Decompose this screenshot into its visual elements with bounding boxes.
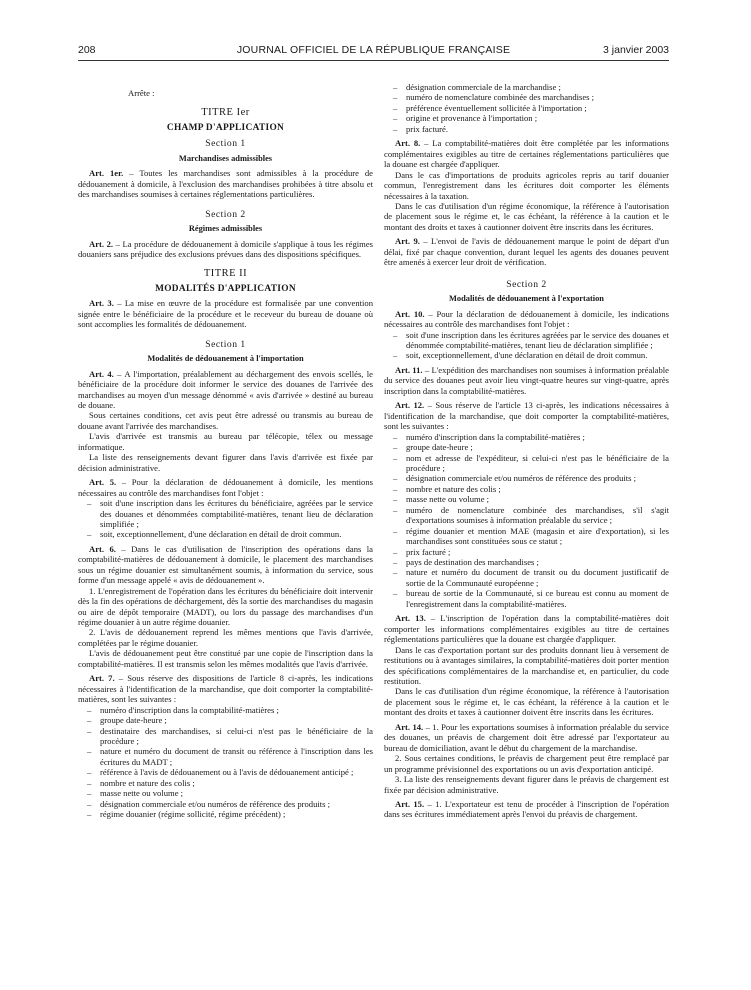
article-13-para-2: Dans le cas d'exportation portant sur des produits donnant lieu à versement de restitutions ou à avantages similaires, la comptabilité-matières doit porter mention des spécifications complémentaires de la marchandise et, en particulier, du code restitution. — [384, 644, 669, 687]
list-item: – nature et numéro du document de transit ou du document justificatif de sortie de la Communauté européenne ; — [384, 567, 669, 588]
article-10-list — [384, 330, 669, 361]
titre-1-heading: TITRE Ier — [201, 107, 250, 119]
article-4-para-4: La liste des renseignements devant figurer dans l'avis d'arrivée est fixée par décision administrative. — [78, 452, 373, 473]
list-item: – nature et numéro du document de transit ou référence à l'inscription dans les écritures du MADT ; — [78, 746, 373, 767]
article-6-para-2: 1. L'enregistrement de l'opération dans les écritures du bénéficiaire doit intervenir dès la fin des opérations de déchargement, dès la sortie des marchandises du magasin ou aire de dépôt temporaire (MADT), ou lors du passage des marchandises d'un régime douanier à un autre régime douanier. — [78, 585, 373, 628]
list-item: – numéro de nomenclature combinée des marchandises ; — [384, 92, 669, 102]
section-1-import-heading: Section 1 — [205, 338, 246, 350]
list-item: – nom et adresse de l'expéditeur, si celui-ci n'est pas le bénéficiaire de la procédure ; — [384, 453, 669, 474]
list-item: – désignation commerciale de la marchandise ; — [384, 82, 669, 92]
article-14: Art. 14. – 1. Pour les exportations soumises à information préalable du service des douanes, un préavis de chargement doit être adressé par l'exportateur au bureau de domiciliation, avant le début du chargement de la marchandise. — [384, 721, 669, 753]
article-4-para-3: L'avis d'arrivée est transmis au bureau par télécopie, télex ou message informatique. — [78, 431, 373, 452]
list-item: – nombre et nature des colis ; — [78, 778, 373, 788]
section-1-import-subtitle: Modalités de dédouanement à l'importation — [147, 354, 304, 364]
article-12: Art. 12. – Sous réserve de l'article 13 ci-après, les indications nécessaires à l'identification de la marchandise, que doit comporter la comptabilité-matières, sont les suivantes : — [384, 400, 669, 432]
section-2-export-heading: Section 2 — [506, 278, 547, 290]
section-2-export-subtitle: Modalités de dédouanement à l'exportation — [449, 294, 604, 304]
article-4: Art. 4. – A l'importation, préalablement au déchargement des envois scellés, le bénéficiaire de la procédure doit informer le service des douanes de l'arrivée des marchandises au moyen d'un message dénommé « avis d'arrivée » destiné au bureau de douane. — [78, 368, 373, 410]
list-item: – soit, exceptionnellement, d'une déclaration en détail de droit commun. — [384, 350, 669, 360]
journal-title: JOURNAL OFFICIEL DE LA RÉPUBLIQUE FRANÇAISE — [236, 44, 511, 56]
list-item: – pays de destination des marchandises ; — [384, 557, 669, 567]
list-item: – prix facturé ; — [384, 547, 669, 557]
article-14-para-3: 3. La liste des renseignements devant figurer dans le préavis de chargement est fixée par décision administrative. — [384, 774, 669, 795]
list-item: – soit, exceptionnellement, d'une déclaration en détail de droit commun. — [78, 529, 373, 539]
article-8-para-3: Dans le cas d'utilisation d'un régime économique, la référence à l'autorisation de placement sous le régime et, le cas échéant, la référence à la caution et le montant des droits et taxes à cautionner doivent être inscrits dans les écritures. — [384, 200, 669, 232]
article-13-para-3: Dans le cas d'utilisation d'un régime économique, la référence à l'autorisation de placement sous le régime et, le cas échéant, la référence à la caution et le montant des droits et taxes à cautionner doivent être inscrits dans les écritures. — [384, 686, 669, 718]
list-item: – soit d'une inscription dans les écritures agréées par le service des douanes et dénommée comptabilité-matières, tenant lieu de déclaration simplifiée ; — [384, 330, 669, 351]
list-item: – groupe date-heure ; — [384, 442, 669, 452]
issue-date: 3 janvier 2003 — [603, 44, 669, 56]
section-1-subtitle: Marchandises admissibles — [178, 153, 273, 163]
article-7-list-continued — [384, 82, 669, 134]
list-item: – numéro d'inscription dans la comptabilité-matières ; — [78, 705, 373, 715]
page-header — [78, 44, 669, 58]
article-7-list — [78, 705, 373, 820]
article-15: Art. 15. – 1. L'exportateur est tenu de procéder à l'inscription de l'opération dans ses écritures immédiatement après l'envoi du préavis de chargement. — [384, 799, 669, 820]
article-1: Art. 1er. – Toutes les marchandises sont admissibles à la procédure de dédouanement à domicile, à l'exclusion des marchandises prohibées à titre absolu et des marchandises soumises à certaines réglementations particulières. — [78, 168, 373, 200]
list-item: – soit d'une inscription dans les écritures du bénéficiaire, agréées par le service des douanes et dénommées comptabilité-matières, tenant lieu de déclaration simplifiée ; — [78, 498, 373, 529]
list-item: – destinataire des marchandises, si celui-ci n'est pas le bénéficiaire de la procédure ; — [78, 726, 373, 747]
article-5: Art. 5. – Pour la déclaration de dédouanement à domicile, les mentions nécessaires au contrôle des marchandises font l'objet : — [78, 477, 373, 498]
article-4-para-2: Sous certaines conditions, cet avis peut être adressé ou transmis au bureau de douane avant l'arrivée des marchandises. — [78, 410, 373, 431]
list-item: – origine et provenance à l'importation ; — [384, 113, 669, 123]
list-item: – masse nette ou volume ; — [384, 494, 669, 504]
article-7: Art. 7. – Sous réserve des dispositions de l'article 8 ci-après, les indications nécessaires à l'identification de la marchandise, que doit comporter la comptabilité-matières, sont les suivantes : — [78, 673, 373, 705]
list-item: – référence à l'avis de dédouanement ou à l'avis de dédouanement anticipé ; — [78, 767, 373, 777]
titre-2-heading: TITRE II — [203, 268, 248, 280]
article-6-para-4: L'avis de dédouanement peut être constitué par une copie de l'inscription dans la comptabilité-matières. Il est transmis selon les mêmes modalités que l'avis d'arrivée. — [78, 648, 373, 669]
list-item: – désignation commerciale et/ou numéros de référence des produits ; — [78, 799, 373, 809]
right-column — [384, 82, 669, 820]
list-item: – préférence éventuellement sollicitée à l'importation ; — [384, 103, 669, 113]
titre-1-subtitle: CHAMP D'APPLICATION — [166, 122, 285, 133]
article-6-para-3: 2. L'avis de dédouanement reprend les mêmes mentions que l'avis d'arrivée, complétées par le régime douanier. — [78, 627, 373, 648]
left-column — [78, 88, 373, 820]
page-number: 208 — [78, 44, 96, 56]
article-11: Art. 11. – L'expédition des marchandises non soumises à information préalable du service des douanes peut avoir lieu vingt-quatre heures sur vingt-quatre, après inscription dans la comptabilité-matières. — [384, 364, 670, 396]
arrete-line: Arrête : — [128, 88, 155, 98]
article-10: Art. 10. – Pour la déclaration de dédouanement à domicile, les indications nécessaires au contrôle des marchandises font l'objet : — [384, 308, 670, 330]
header-rule — [78, 60, 669, 61]
list-item: – numéro de nomenclature combinée des marchandises, s'il s'agit d'exportations soumises à information préalable du service ; — [384, 505, 669, 526]
section-2-heading: Section 2 — [205, 208, 246, 220]
article-5-list — [78, 498, 373, 540]
titre-2-subtitle: MODALITÉS D'APPLICATION — [155, 283, 296, 294]
article-3: Art. 3. – La mise en œuvre de la procédure est formalisée par une convention signée entre le bénéficiaire de la procédure et le receveur du bureau de douane où sont accomplies les formalités de dédouanement. — [78, 298, 374, 330]
list-item: – régime douanier et mention MAE (magasin et aire d'exportation), si les marchandises sont constituées sous ce statut ; — [384, 526, 669, 547]
article-9: Art. 9. – L'envoi de l'avis de dédouanement marque le point de départ d'un délai, fixé par chaque convention, durant lequel les agents des douanes peuvent être amenés à exercer leur droit de vérification. — [384, 236, 669, 268]
article-8-para-2: Dans le cas d'importations de produits agricoles repris au tarif douanier commun, l'enregistrement dans les écritures doit comporter les éléments nécessaires à la taxation. — [384, 169, 669, 201]
article-6: Art. 6. – Dans le cas d'utilisation de l'inscription des opérations dans la comptabilité-matières de dédouanement à domicile, le placement des marchandises sous un régime douanier est simultanément soumis, à information du service, sous forme d'un message appelé « avis de dédouanement ». — [78, 543, 373, 586]
article-12-list — [384, 432, 669, 610]
list-item: – numéro d'inscription dans la comptabilité-matières ; — [384, 432, 669, 442]
list-item: – masse nette ou volume ; — [78, 788, 373, 798]
section-1-heading: Section 1 — [205, 138, 246, 150]
article-13: Art. 13. – L'inscription de l'opération dans la comptabilité-matières doit comporter les informations complémentaires exigibles au titre de certaines réglementations particulières que la douane est chargée d'appliquer. — [384, 613, 669, 645]
section-2-subtitle: Régimes admissibles — [188, 224, 263, 234]
list-item: – groupe date-heure ; — [78, 715, 373, 725]
article-14-para-2: 2. Sous certaines conditions, le préavis de chargement peut être remplacé par un programme prévisionnel des exportations ou un avis d'exportation anticipé. — [384, 753, 669, 774]
article-2: Art. 2. – La procédure de dédouanement à domicile s'applique à tous les régimes douaniers sans préjudice des exclusions prévues dans des dispositions spécifiques. — [78, 238, 373, 259]
article-8: Art. 8. – La comptabilité-matières doit être complétée par les informations complémentaires exigibles au titre de certaines réglementations particulières que la douane est chargée d'appliquer. — [384, 138, 670, 170]
list-item: – prix facturé. — [384, 124, 669, 134]
list-item: – bureau de sortie de la Communauté, si ce bureau est connu au moment de l'enregistrement dans la comptabilité-matières. — [384, 588, 669, 609]
list-item: – régime douanier (régime sollicité, régime précédent) ; — [78, 809, 373, 819]
list-item: – désignation commerciale et/ou numéros de référence des produits ; — [384, 473, 669, 483]
list-item: – nombre et nature des colis ; — [384, 484, 669, 494]
